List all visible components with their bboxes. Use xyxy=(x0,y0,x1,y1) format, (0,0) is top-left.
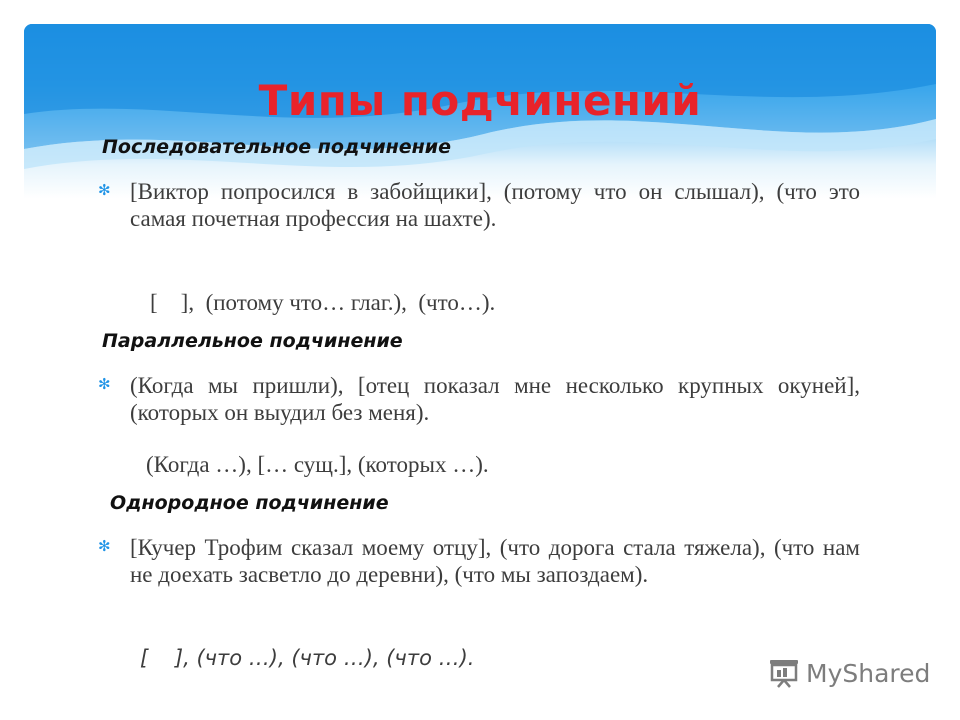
scheme-sequential: [ ], (потому что… глаг.), (что…). xyxy=(150,290,496,315)
slide-title: Типы подчинений xyxy=(258,76,702,125)
logo-text: MyShared xyxy=(806,658,931,688)
example-parallel xyxy=(98,372,860,426)
example-sequential xyxy=(98,178,860,232)
section-heading-homogeneous: Однородное подчинение xyxy=(110,492,389,514)
example-text: (Когда мы пришли), [отец показал мне несколько крупных окуней], (которых он выудил без меня). xyxy=(130,373,860,425)
example-homogeneous xyxy=(98,534,860,588)
scheme-homogeneous: [ ], (что …), (что …), (что …). xyxy=(140,646,475,670)
section-heading-parallel: Параллельное подчинение xyxy=(102,330,403,352)
asterisk-bullet-icon: ✻ xyxy=(98,375,111,393)
example-text: [Виктор попросился в забойщики], (потому что он слышал), (что это самая почетная профессия на шахте). xyxy=(130,179,860,231)
projector-screen-icon xyxy=(768,658,800,688)
scheme-parallel: (Когда …), [… сущ.], (которых …). xyxy=(146,452,489,477)
myshared-logo xyxy=(768,656,930,690)
section-heading-sequential: Последовательное подчинение xyxy=(102,136,451,158)
asterisk-bullet-icon: ✻ xyxy=(98,181,111,199)
example-text: [Кучер Трофим сказал моему отцу], (что дорога стала тяжела), (что нам не доехать засветло до деревни), (что мы запоздаем). xyxy=(130,535,860,587)
asterisk-bullet-icon: ✻ xyxy=(98,537,111,555)
